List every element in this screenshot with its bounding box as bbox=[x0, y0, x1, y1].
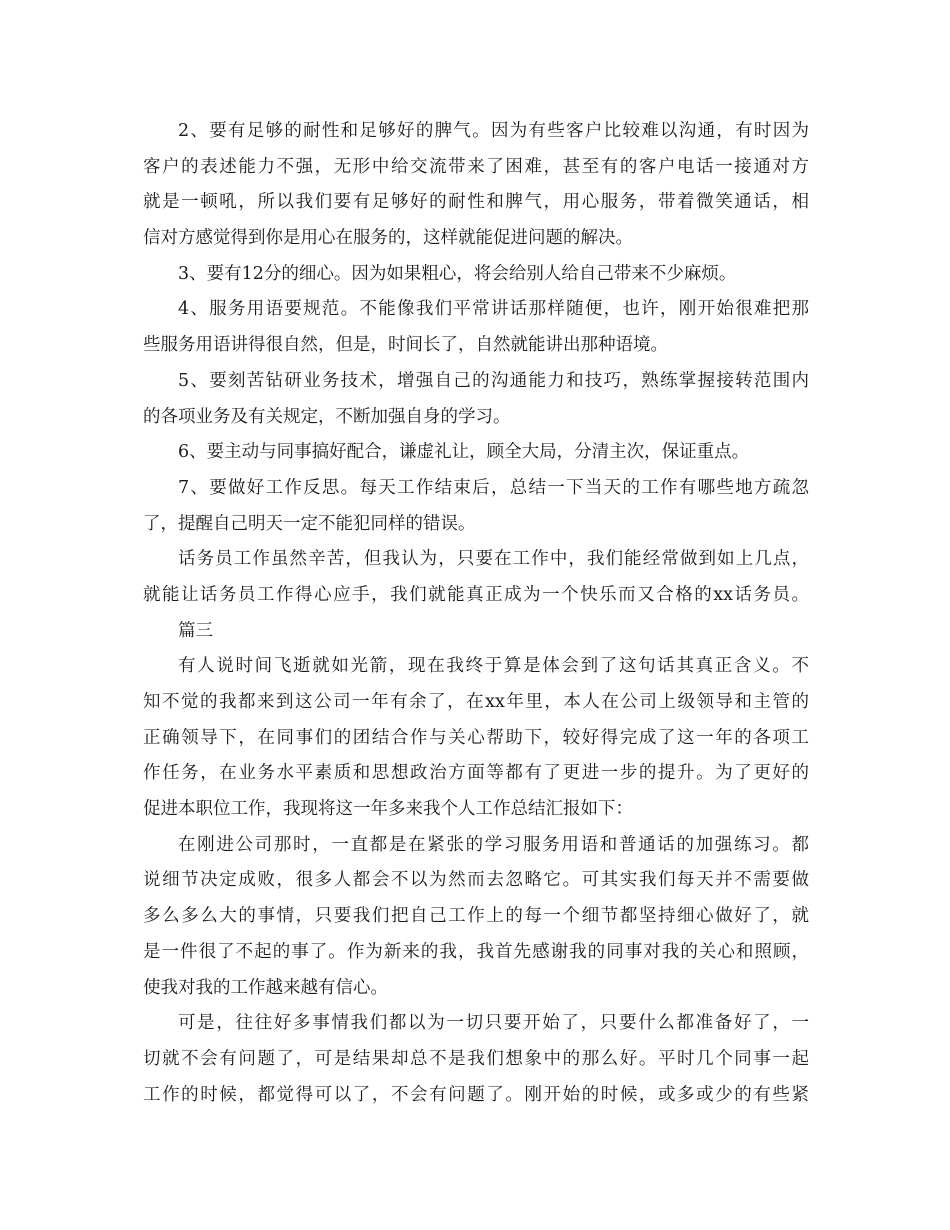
text-line: 5、要刻苦钻研业务技术，增强自己的沟通能力和技巧，熟练掌握接转范围内 bbox=[178, 370, 809, 391]
text-line: 些服务用语讲得很自然，但是，时间长了，自然就能讲出那种语境。 bbox=[143, 335, 668, 356]
text-line: 使我对我的工作越来越有信心。 bbox=[143, 977, 388, 998]
text-line: 就是一顿吼，所以我们要有足够好的耐性和脾气，用心服务，带着微笑通话，相 bbox=[143, 192, 809, 213]
text-line: 6、要主动与同事搞好配合，谦虚礼让，顾全大局，分清主次，保证重点。 bbox=[178, 442, 750, 463]
text-line: 客户的表述能力不强，无形中给交流带来了困难，甚至有的客户电话一接通对方 bbox=[143, 156, 809, 177]
text-line: 4、服务用语要规范。不能像我们平常讲话那样随便，也许，刚开始很难把那 bbox=[178, 299, 809, 320]
text-line: 说细节决定成败，很多人都会不以为然而去忽略它。可其实我们每天并不需要做 bbox=[143, 870, 809, 891]
text-line: 作任务，在业务水平素质和思想政治方面等都有了更进一步的提升。为了更好的 bbox=[143, 763, 809, 784]
section-heading: 篇三 bbox=[178, 620, 213, 641]
text-line: 话务员工作虽然辛苦，但我认为，只要在工作中，我们能经常做到如上几点， bbox=[178, 549, 809, 570]
text-line: 切就不会有问题了，可是结果却总不是我们想象中的那么好。平时几个同事一起 bbox=[143, 1048, 809, 1069]
text-line: 2、要有足够的耐性和足够好的脾气。因为有些客户比较难以沟通，有时因为 bbox=[178, 121, 809, 141]
text-line: 促进本职位工作，我现将这一年多来我个人工作总结汇报如下： bbox=[143, 799, 633, 820]
text-line: 信对方感觉得到你是用心在服务的，这样就能促进问题的解决。 bbox=[143, 228, 633, 249]
text-line: 在刚进公司那时，一直都是在紧张的学习服务用语和普通话的加强练习。都 bbox=[178, 834, 809, 855]
text-line: 多么多么大的事情，只要我们把自己工作上的每一个细节都坚持细心做好了，就 bbox=[143, 906, 809, 927]
text-line: 是一件很了不起的事了。作为新来的我，我首先感谢我的同事对我的关心和照顾， bbox=[143, 941, 809, 962]
text-line: 7、要做好工作反思。每天工作结束后，总结一下当天的工作有哪些地方疏忽 bbox=[178, 477, 809, 498]
text-line: 工作的时候，都觉得可以了，不会有问题了。刚开始的时候，或多或少的有些紧 bbox=[143, 1084, 809, 1105]
text-line: 有人说时间飞逝就如光箭，现在我终于算是体会到了这句话其真正含义。不 bbox=[178, 656, 809, 677]
text-line: 正确领导下，在同事们的团结合作与关心帮助下，较好得完成了这一年的各项工 bbox=[143, 727, 809, 748]
text-line: 可是，往往好多事情我们都以为一切只要开始了，只要什么都准备好了，一 bbox=[178, 1013, 809, 1034]
text-line: 就能让话务员工作得心应手，我们就能真正成为一个快乐而又合格的xx话务员。 bbox=[143, 584, 809, 605]
text-line: 知不觉的我都来到这公司一年有余了，在xx年里，本人在公司上级领导和主管的 bbox=[143, 692, 809, 712]
text-line: 的各项业务及有关规定，不断加强自身的学习。 bbox=[143, 406, 511, 427]
document-body bbox=[143, 114, 809, 1113]
text-line: 3、要有12分的细心。因为如果粗心，将会给别人给自己带来不少麻烦。 bbox=[178, 263, 737, 284]
text-line: 了，提醒自己明天一定不能犯同样的错误。 bbox=[143, 513, 476, 534]
